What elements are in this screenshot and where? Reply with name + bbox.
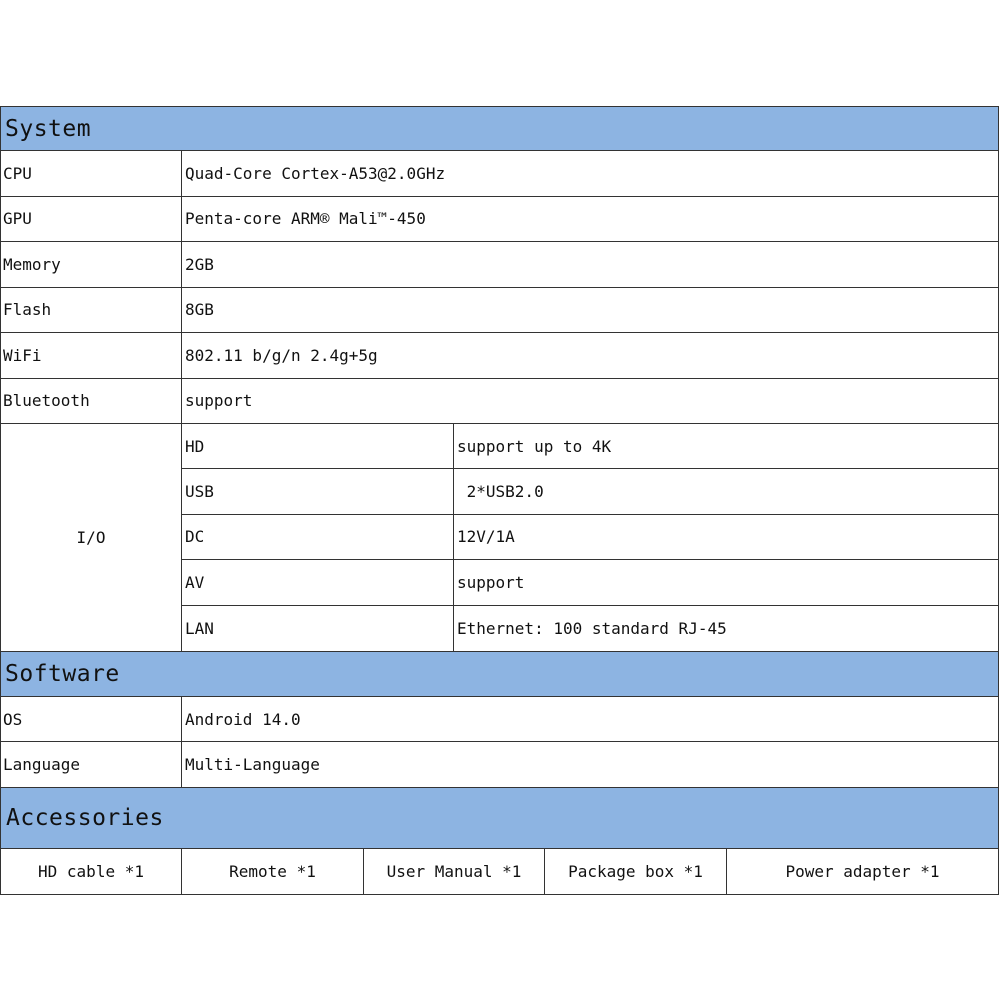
io-group-body	[182, 424, 998, 651]
io-group	[0, 424, 999, 652]
system-section-header	[0, 106, 999, 151]
spec-label: Bluetooth	[1, 379, 182, 424]
io-value: support	[457, 572, 525, 592]
io-row-usb	[182, 469, 998, 514]
io-row-hd	[182, 424, 998, 469]
io-value: 2*USB2.0	[457, 482, 544, 502]
spec-row-cpu	[0, 151, 999, 197]
accessory-item: Package box *1	[545, 849, 727, 894]
accessory-item: Remote *1	[182, 849, 364, 894]
io-row-lan	[182, 606, 998, 651]
spec-row-language	[0, 742, 999, 788]
spec-label: GPU	[1, 197, 182, 242]
io-key: LAN	[182, 606, 454, 651]
io-group-label: I/O	[1, 424, 182, 651]
spec-value: 2GB	[185, 254, 214, 274]
spec-label: CPU	[1, 151, 182, 196]
spec-value: 802.11 b/g/n 2.4g+5g	[185, 345, 378, 365]
io-value: support up to 4K	[457, 436, 612, 456]
software-section-header	[0, 652, 999, 697]
spec-label: WiFi	[1, 333, 182, 378]
spec-value: support	[185, 391, 253, 411]
accessory-item: Power adapter *1	[785, 861, 940, 881]
software-section-title: Software	[5, 660, 120, 687]
spec-row-gpu	[0, 197, 999, 243]
accessories-row	[0, 849, 999, 895]
accessory-item: User Manual *1	[364, 849, 545, 894]
accessory-item: HD cable *1	[1, 849, 182, 894]
spec-value: Android 14.0	[185, 709, 301, 729]
io-row-dc	[182, 515, 998, 560]
spec-row-wifi	[0, 333, 999, 379]
spec-value: 8GB	[185, 300, 214, 320]
spec-table	[0, 106, 999, 895]
spec-value: Quad-Core Cortex-A53@2.0GHz	[185, 163, 446, 183]
spec-value: Penta-core ARM® Mali™-450	[185, 209, 426, 229]
io-key: AV	[182, 560, 454, 604]
accessories-section-title: Accessories	[6, 804, 164, 831]
system-section-title: System	[5, 115, 92, 142]
spec-value: Multi-Language	[185, 755, 320, 775]
io-key: HD	[182, 424, 454, 468]
spec-label: Memory	[1, 242, 182, 287]
io-value: Ethernet: 100 standard RJ-45	[457, 618, 727, 638]
spec-label: OS	[1, 697, 182, 742]
spec-row-flash	[0, 288, 999, 334]
spec-row-bluetooth	[0, 379, 999, 425]
spec-label: Flash	[1, 288, 182, 333]
spec-label: Language	[1, 742, 182, 787]
spec-row-os	[0, 697, 999, 743]
io-key: USB	[182, 469, 454, 513]
accessories-section-header	[0, 788, 999, 849]
spec-row-memory	[0, 242, 999, 288]
io-key: DC	[182, 515, 454, 559]
io-row-av	[182, 560, 998, 605]
io-value: 12V/1A	[457, 527, 515, 547]
